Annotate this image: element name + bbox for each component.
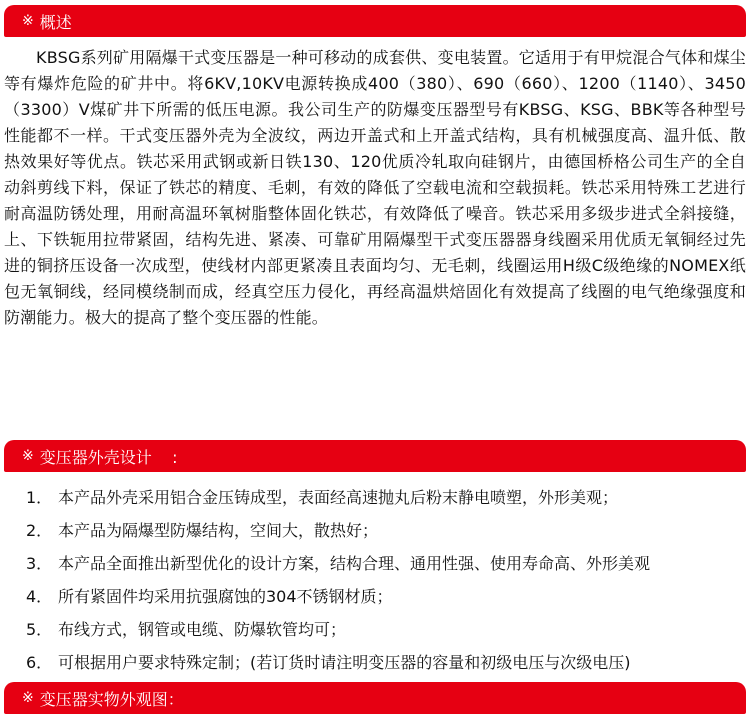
list-item-text: 布线方式，钢管或电缆、防爆软管均可； [58, 620, 347, 639]
list-item [0, 646, 750, 679]
reference-mark-icon: ※ [22, 448, 34, 464]
list-item-number: 1． [26, 488, 53, 507]
section-title: 变压器外壳设计 : [39, 447, 178, 467]
list-item-text: 可根据用户要求特殊定制；(若订货时请注明变压器的容量和初级电压与次级电压) [58, 653, 631, 672]
list-item-number: 3． [26, 554, 53, 573]
reference-mark-icon: ※ [22, 690, 34, 706]
design-feature-list [0, 481, 750, 679]
list-item [0, 481, 750, 514]
list-item-text: 本产品为隔爆型防爆结构，空间大，散热好； [58, 521, 379, 540]
list-item [0, 514, 750, 547]
list-item [0, 547, 750, 580]
list-item-text: 所有紧固件均采用抗强腐蚀的304不锈钢材质； [58, 587, 393, 606]
list-item-text: 本产品外壳采用铝合金压铸成型，表面经高速抛丸后粉末静电喷塑，外形美观； [58, 488, 619, 507]
list-item-text: 本产品全面推出新型优化的设计方案，结构合理、通用性强、使用寿命高、外形美观 [58, 554, 651, 573]
section-title: 概述 [39, 12, 72, 32]
reference-mark-icon: ※ [22, 13, 34, 29]
list-item [0, 580, 750, 613]
list-item-number: 2． [26, 521, 53, 540]
overview-paragraph: KBSG系列矿用隔爆干式变压器是一种可移动的成套供、变电装置。它适用于有甲烷混合气体和煤尘等有爆炸危险的矿井中。将6KV,10KV电源转换成400（380）、690（660）、1200（1140）、3450（3300）V煤矿井下所需的低压电源。我公司生产的防爆变压器型号有KBSG、KSG、BBK等各种型号性能都不一样。干式变压器外壳为全波纹，两边开盖式和上开盖式结构，具有机械强度高、温升低、散热效果好等优点。铁芯采用武钢或新日铁130、120优质冷轧取向硅钢片，由德国桥格公司生产的全自动斜剪线下料，保证了铁芯的精度、毛刺，有效的降低了空载电流和空载损耗。铁芯采用特殊工艺进行耐高温防锈处理，用耐高温环氧树脂整体固化铁芯，有效降低了噪音。铁芯采用多级步进式全斜接缝，上、下铁轭用拉带紧固，结构先进、紧凑、可靠矿用隔爆型干式变压器器身线圈采用优质无氧铜经过先进的铜挤压设备一次成型，使线材内部更紧凑且表面均匀、无毛刺，线圈运用H级C级绝缘的NOMEX纸包无氧铜线，经同模绕制而成，经真空压力侵化，再经高温烘焙固化有效提高了线圈的电气绝缘强度和防潮能力。极大的提高了整个变压器的性能。 [4, 48, 746, 327]
section-header-overview [4, 5, 746, 37]
section-header-enclosure-design [4, 440, 746, 472]
list-item-number: 5． [26, 620, 53, 639]
list-item [0, 613, 750, 646]
list-item-number: 6． [26, 653, 53, 672]
section-header-product-photos [4, 682, 746, 714]
section-title: 变压器实物外观图： [39, 689, 184, 709]
list-item-number: 4． [26, 587, 53, 606]
